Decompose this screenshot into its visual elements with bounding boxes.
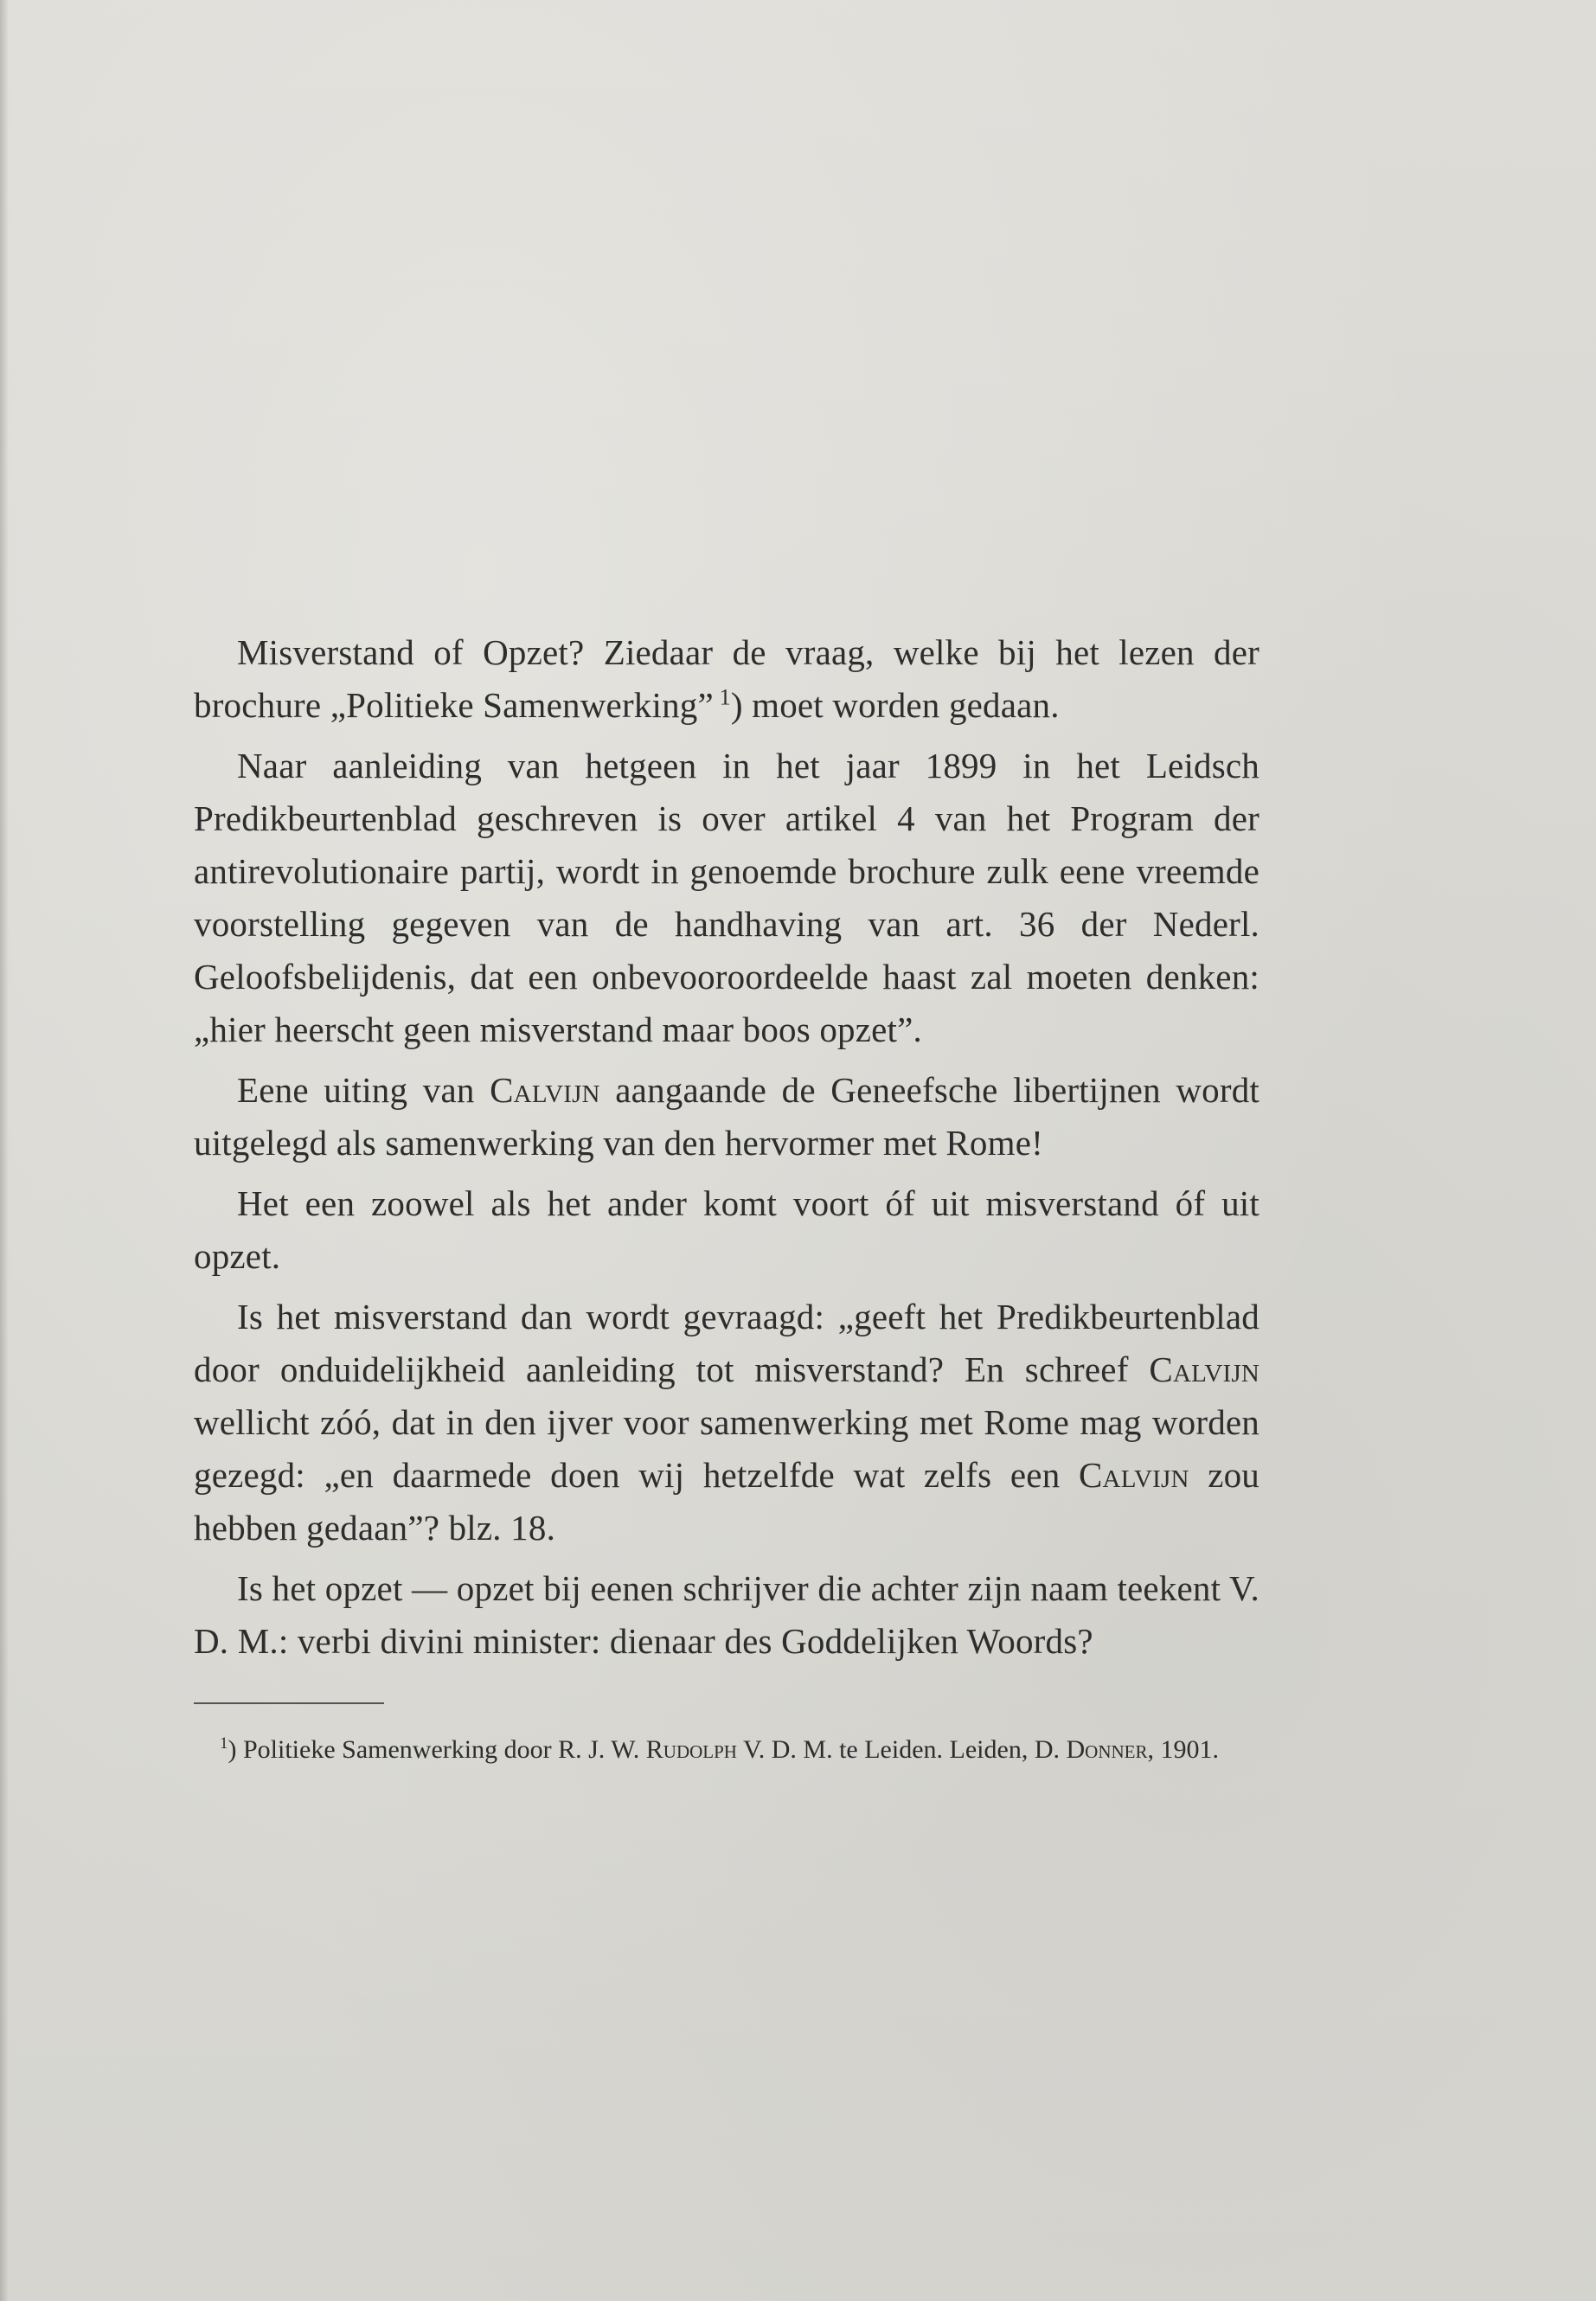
paragraph-5-run-1: Calvijn <box>1149 1349 1259 1389</box>
paragraph-6 <box>194 1562 1259 1668</box>
footnote <box>194 1728 1259 1772</box>
paragraph-5 <box>194 1291 1259 1554</box>
paragraph-5-run-3: Calvijn <box>1079 1455 1189 1495</box>
paragraph-3-run-0: Eene uiting van <box>237 1070 490 1110</box>
paragraph-4 <box>194 1177 1259 1283</box>
paragraph-1 <box>194 626 1259 732</box>
paragraph-2-run-0: Naar aanleiding van hetgeen in het jaar 1899 in het Leidsch Predikbeurtenblad geschreven is over artikel 4 van het Program der antirevolutionaire partij, wordt in genoemde brochure zulk eene vreemde voorstelling gegeven van de handhaving van art. 36 der Nederl. Geloofsbelijdenis, dat een onbevooroordeelde haast zal moeten denken: „hier heerscht geen misverstand maar boos opzet”. <box>194 746 1259 1049</box>
paragraph-6-run-0: Is het opzet — opzet bij eenen schrijver die achter zijn naam teekent V. D. M.: verbi divini minister: dienaar des Goddelijken Woords? <box>194 1568 1259 1661</box>
paragraph-1-run-2: ) moet worden gedaan. <box>730 685 1060 725</box>
footnote-run-1: Rudolph <box>645 1735 737 1764</box>
paragraph-5-run-4: zou hebben gedaan”? blz. 18. <box>194 1455 1260 1548</box>
footnote-text <box>228 1735 1219 1764</box>
paragraph-3-run-1: Calvijn <box>490 1070 600 1110</box>
paragraph-1-run-1: 1 <box>713 684 731 710</box>
footnote-run-2: V. D. M. te Leiden. Leiden, D. <box>736 1735 1067 1764</box>
paragraph-3 <box>194 1064 1259 1170</box>
paragraph-2 <box>194 740 1259 1056</box>
paragraph-5-run-0: Is het misverstand dan wordt gevraagd: „geeft het Predikbeurtenblad door onduidelijkheid aanleiding tot misverstand? En schreef <box>194 1297 1259 1389</box>
body-text <box>194 626 1259 1772</box>
footnote-mark: 1 <box>220 1734 228 1753</box>
paragraph-1-run-0: Misverstand of Opzet? Ziedaar de vraag, welke bij het lezen der brochure „Politieke Samenwerking” <box>194 632 1259 725</box>
footnote-run-0: ) Politieke Samenwerking door R. J. W. <box>228 1735 646 1764</box>
footnote-divider <box>194 1702 384 1704</box>
paragraph-4-run-0: Het een zoowel als het ander komt voort óf uit misverstand óf uit opzet. <box>194 1183 1259 1276</box>
paragraph-5-run-2: wellicht zóó, dat in den ijver voor samenwerking met Rome mag worden gezegd: „en daarmede doen wij hetzelfde wat zelfs een <box>194 1402 1259 1495</box>
paragraph-3-run-2: aangaande de Geneefsche libertijnen wordt uitgelegd als samenwerking van den hervormer met Rome! <box>194 1070 1259 1163</box>
footnote-run-3: Donner <box>1066 1735 1148 1764</box>
footnote-run-4: , 1901. <box>1147 1735 1219 1764</box>
